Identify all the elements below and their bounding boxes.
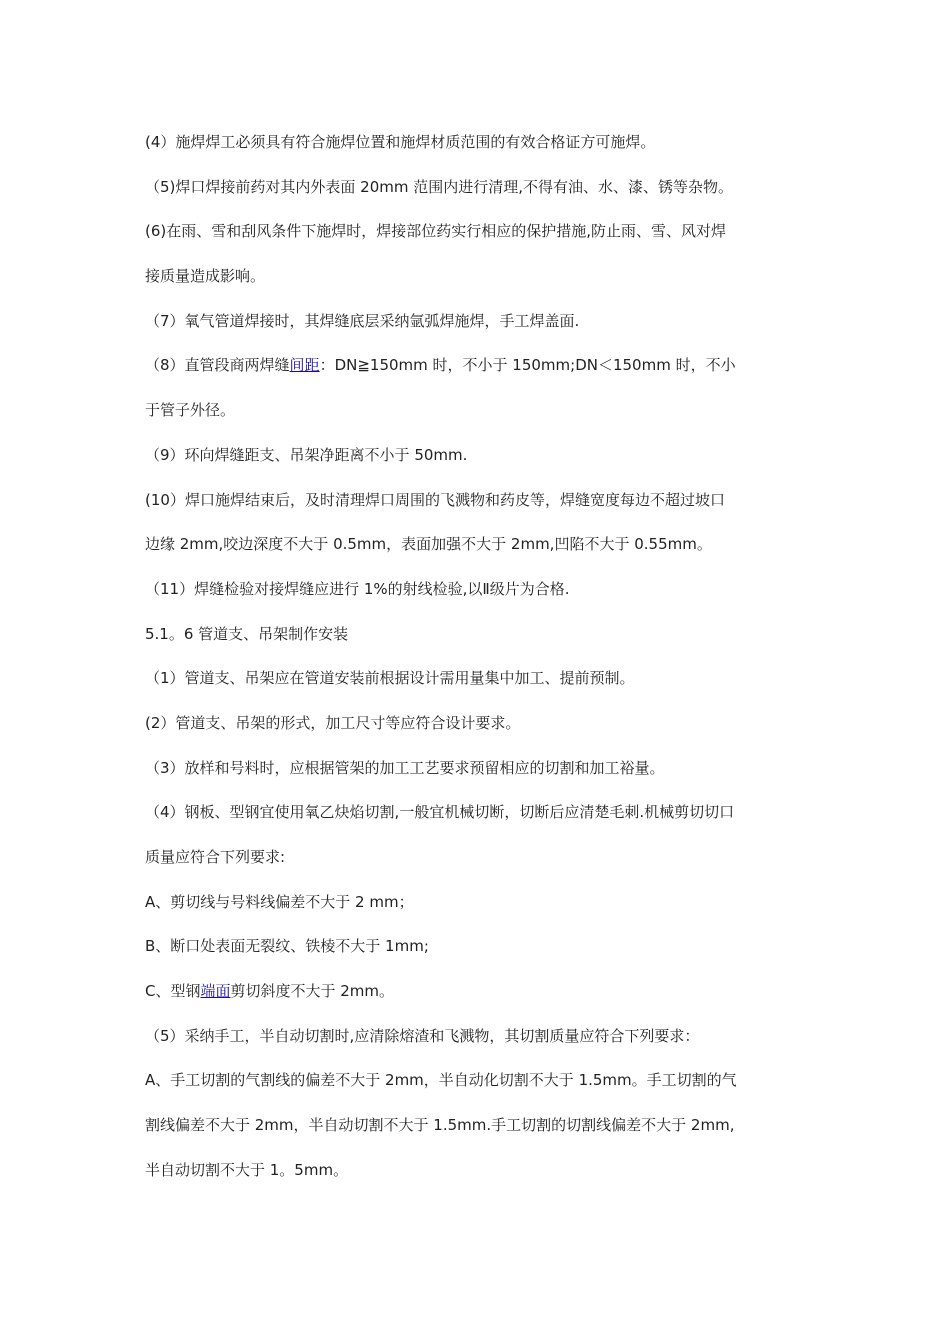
- paragraph-line: (10）焊口施焊结束后，及时清理焊口周围的飞溅物和药皮等，焊缝宽度每边不超过坡口: [145, 490, 725, 509]
- paragraph-line: （4）钢板、型钢宜使用氧乙炔焰切割,一般宜机械切断，切断后应清楚毛刺.机械剪切切口: [145, 803, 735, 822]
- paragraph-line: [145, 343, 810, 388]
- list-item: A、剪切线与号料线偏差不大于 2 mm；: [145, 892, 414, 911]
- line-text: 剪切斜度不大于 2mm。: [230, 982, 395, 1001]
- list-item: [145, 969, 810, 1014]
- paragraph-line: 质量应符合下列要求:: [145, 848, 286, 866]
- paragraph-line: (4）施焊焊工必须具有符合施焊位置和施焊材质范围的有效合格证方可施焊。: [145, 133, 656, 151]
- paragraph-line: 边缘 2mm,咬边深度不大于 0.5mm，表面加强不大于 2mm,凹陷不大于 0.55mm。: [145, 535, 712, 554]
- paragraph-line: （5)焊口焊接前药对其内外表面 20mm 范围内进行清理,不得有油、水、漆、锈等杂物。: [145, 177, 734, 196]
- list-item: B、断口处表面无裂纹、铁棱不大于 1mm;: [145, 937, 429, 956]
- paragraph-line: （3）放样和号料时，应根据管架的加工工艺要求预留相应的切割和加工裕量。: [145, 758, 665, 777]
- paragraph-line: (6)在雨、雪和刮风条件下施焊时，焊接部位药实行相应的保护措施,防止雨、雪、风对焊: [145, 222, 727, 241]
- paragraph-line: 接质量造成影响。: [145, 267, 266, 286]
- paragraph-line: 半自动切割不大于 1。5mm。: [145, 1160, 349, 1179]
- paragraph-line: （11）焊缝检验对接焊缝应进行 1%的射线检验,以Ⅱ级片为合格.: [145, 579, 570, 598]
- link-spacing[interactable]: 间距: [289, 356, 320, 375]
- line-text: ：DN≧150mm 时，不小于 150mm;DN＜150mm 时，不小: [319, 356, 736, 375]
- line-text: C、型钢: [145, 982, 201, 1001]
- paragraph-line: 于管子外径。: [145, 401, 236, 420]
- paragraph-line: （9）环向焊缝距支、吊架净距离不小于 50mm.: [145, 445, 468, 464]
- link-end-face[interactable]: 端面: [200, 982, 231, 1001]
- line-text: （8）直管段商两焊缝: [145, 356, 290, 375]
- section-heading: 5.1。6 管道支、吊架制作安装: [145, 624, 349, 643]
- paragraph-line: （7）氧气管道焊接时，其焊缝底层采纳氩弧焊施焊，手工焊盖面.: [145, 311, 580, 330]
- list-item: A、手工切割的气割线的偏差不大于 2mm，半自动化切割不大于 1.5mm。手工切割的气: [145, 1071, 737, 1090]
- paragraph-line: （5）采纳手工，半自动切割时,应清除熔渣和飞溅物，其切割质量应符合下列要求：: [145, 1026, 700, 1045]
- document-body: [145, 120, 810, 1193]
- paragraph-line: （1）管道支、吊架应在管道安装前根据设计需用量集中加工、提前预制。: [145, 669, 635, 688]
- paragraph-line: (2）管道支、吊架的形式，加工尺寸等应符合设计要求。: [145, 713, 521, 732]
- paragraph-line: 割线偏差不大于 2mm，半自动切割不大于 1.5mm.手工切割的切割线偏差不大于 2mm,: [145, 1116, 735, 1135]
